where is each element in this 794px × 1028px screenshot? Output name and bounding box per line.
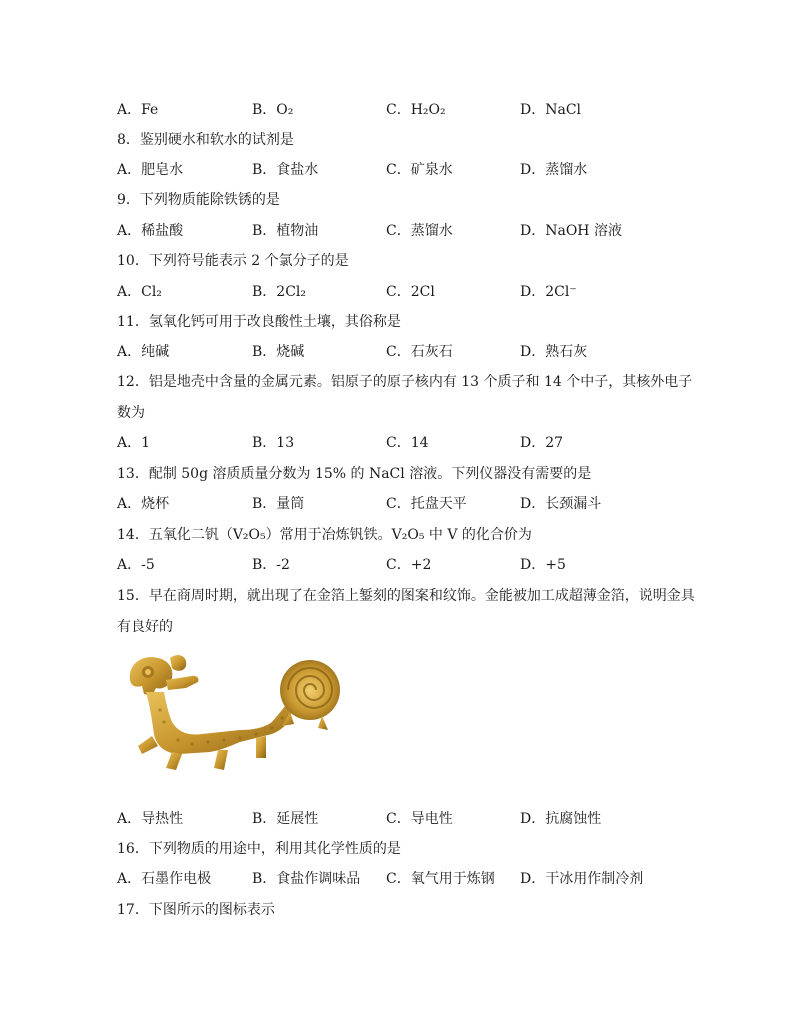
- option-a: A．肥皂水: [117, 162, 184, 178]
- option-a: A．导热性: [117, 811, 184, 827]
- question-14: 14．五氧化二钒（V₂O₅）常用于冶炼钒铁。V₂O₅ 中 V 的化合价为: [117, 527, 532, 543]
- question-8: 8．鉴别硬水和软水的试剂是: [117, 132, 294, 148]
- options-row-7: [0, 101, 794, 119]
- option-b: B．量筒: [252, 496, 305, 512]
- question-11: 11．氢氧化钙可用于改良酸性土壤，其俗称是: [117, 314, 401, 330]
- options-row-10: [0, 283, 794, 301]
- option-b: B．植物油: [252, 223, 319, 239]
- option-d: D．抗腐蚀性: [520, 811, 602, 827]
- option-a: A．石墨作电极: [117, 871, 212, 887]
- question-16: 16．下列物质的用途中，利用其化学性质的是: [117, 841, 401, 857]
- options-row-8: [0, 161, 794, 179]
- question-15-continued: 有良好的: [117, 619, 173, 635]
- option-a: A．稀盐酸: [117, 223, 184, 239]
- option-b: B．食盐水: [252, 162, 319, 178]
- question-13: 13．配制 50g 溶质质量分数为 15% 的 NaCl 溶液。下列仪器没有需要的是: [117, 466, 592, 482]
- options-row-14: [0, 556, 794, 574]
- option-a: A．纯碱: [117, 344, 170, 360]
- option-b: B．食盐作调味品: [252, 871, 361, 887]
- question-12: 12．铝是地壳中含量的金属元素。铝原子的原子核内有 13 个质子和 14 个中子，其核外电子: [117, 374, 693, 390]
- option-c: C．导电性: [386, 811, 453, 827]
- options-row-12: [0, 434, 794, 452]
- option-c: C．石灰石: [386, 344, 453, 360]
- option-d: D．蒸馏水: [520, 162, 588, 178]
- option-a: A．Fe: [117, 102, 159, 118]
- option-c: C．托盘天平: [386, 496, 467, 512]
- options-row-11: [0, 343, 794, 361]
- option-d: D．NaCl: [520, 102, 582, 118]
- option-b: B．2Cl₂: [252, 284, 306, 300]
- option-c: C．+2: [386, 557, 432, 573]
- option-b: B．延展性: [252, 811, 319, 827]
- option-c: C．14: [386, 435, 429, 451]
- option-a: A．-5: [117, 557, 155, 573]
- option-c: C．H₂O₂: [386, 102, 446, 118]
- option-c: C．2Cl: [386, 284, 435, 300]
- option-d: D．NaOH 溶液: [520, 223, 622, 239]
- option-c: C．蒸馏水: [386, 223, 453, 239]
- option-b: B．-2: [252, 557, 290, 573]
- option-b: B．13: [252, 435, 295, 451]
- option-d: D．熟石灰: [520, 344, 588, 360]
- option-a: A．Cl₂: [117, 284, 162, 300]
- option-c: C．氧气用于炼钢: [386, 871, 495, 887]
- question-9: 9．下列物质能除铁锈的是: [117, 192, 280, 208]
- question-15: 15．早在商周时期，就出现了在金箔上錾刻的图案和纹饰。金能被加工成超薄金箔，说明金具: [117, 588, 695, 604]
- option-d: D．27: [520, 435, 564, 451]
- options-row-9: [0, 222, 794, 240]
- option-d: D．2Cl⁻: [520, 284, 577, 300]
- question-17: 17．下图所示的图标表示: [117, 902, 275, 918]
- option-b: B．烧碱: [252, 344, 305, 360]
- option-d: D．干冰用作制冷剂: [520, 871, 644, 887]
- option-a: A．烧杯: [117, 496, 170, 512]
- option-d: D．+5: [520, 557, 566, 573]
- options-row-13: [0, 495, 794, 513]
- option-c: C．矿泉水: [386, 162, 453, 178]
- option-d: D．长颈漏斗: [520, 496, 602, 512]
- option-a: A．1: [117, 435, 151, 451]
- question-10: 10．下列符号能表示 2 个氯分子的是: [117, 253, 349, 269]
- options-row-16: [0, 870, 794, 888]
- gold-foil-artifact-image: [122, 650, 344, 790]
- option-b: B．O₂: [252, 102, 294, 118]
- options-row-15: [0, 810, 794, 828]
- question-12-continued: 数为: [117, 405, 145, 421]
